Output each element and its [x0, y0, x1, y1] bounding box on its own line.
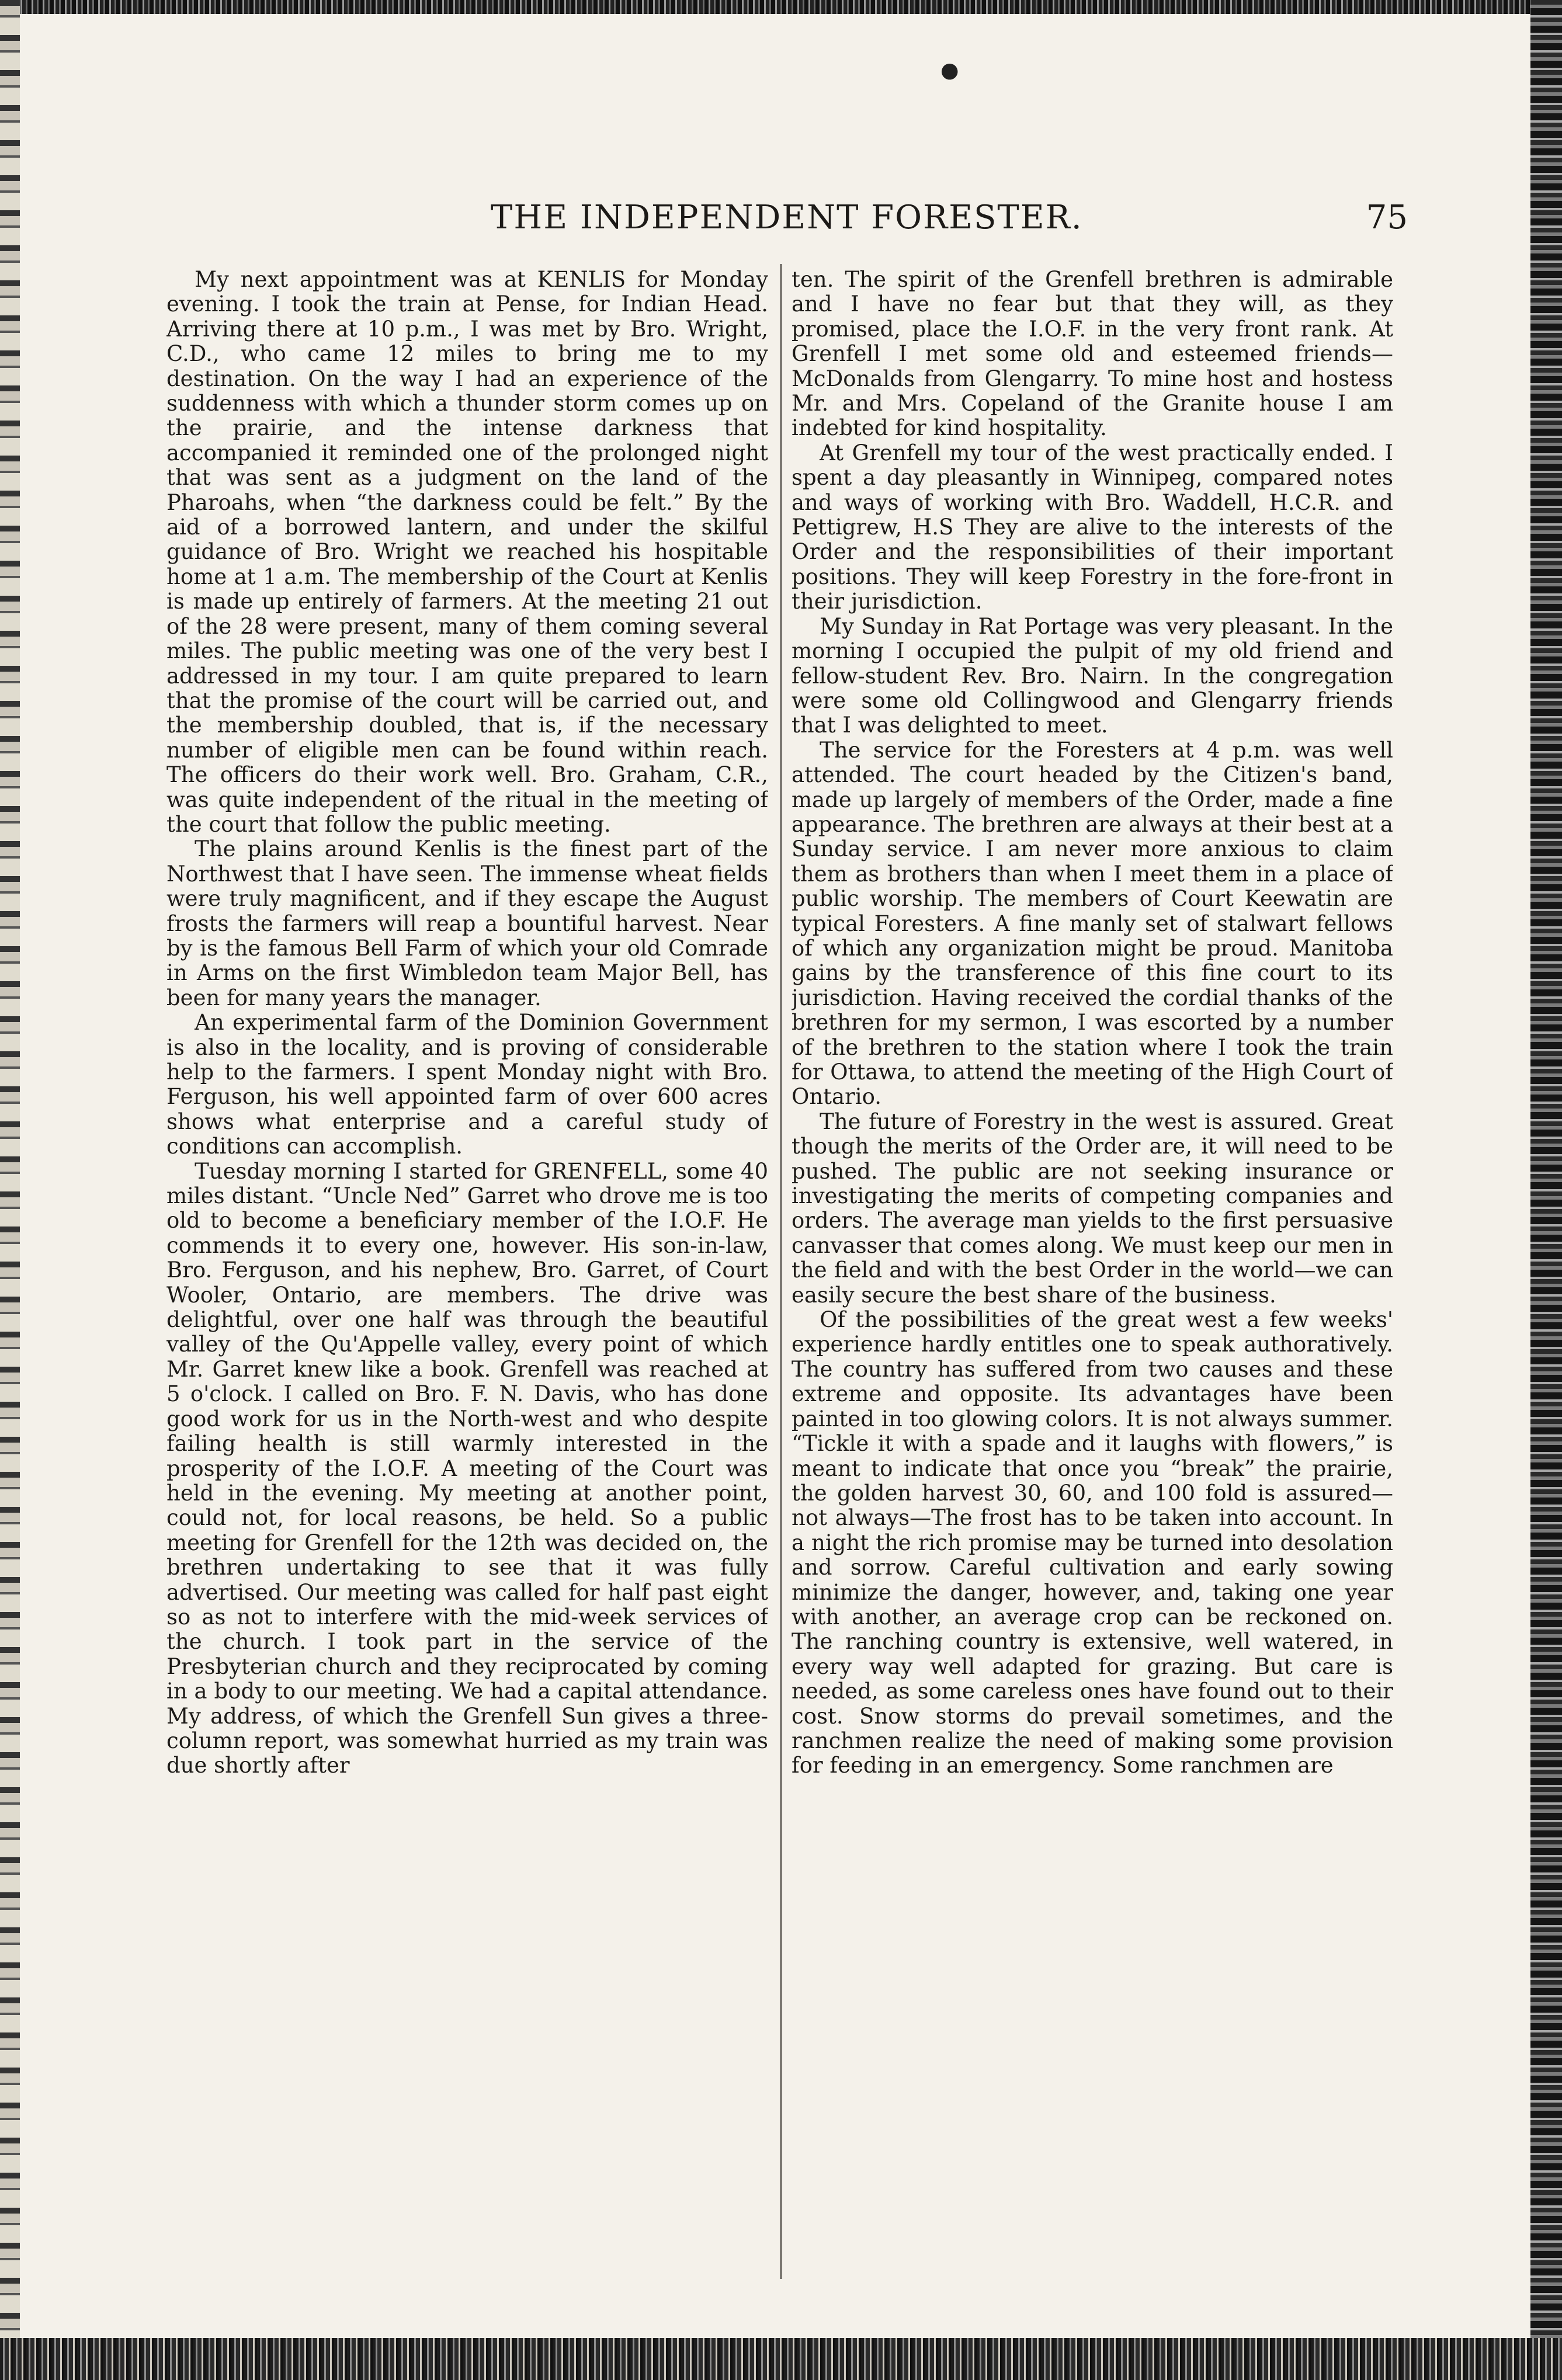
paragraph: The plains around Kenlis is the finest part of the Northwest that I have seen. The immense wheat fields were truly magnificent, and if they escape the August frosts the farmers will reap a bountiful harvest. Near by is the famous Bell Farm of which your old Comrade in Arms on the first Wimbledon team Major Bell, has been for many years the manager.: [166, 836, 768, 1010]
paragraph: Of the possibilities of the great west a few weeks' experience hardly entitles one to speak authoratively. The country has suffered from two causes and these extreme and opposite. Its advantages have been painted in too glowing colors. It is not always summer. “Tickle it with a spade and it laughs with flowers,” is meant to indicate that once you “break” the prairie, the golden harvest 30, 60, and 100 fold is assured—not always—The frost has to be taken into account. In a night the rich promise may be turned into desolation and sorrow. Careful cultivation and early sowing minimize the danger, however, and, taking one year with another, an average crop can be reckoned on. The ranching country is extensive, well watered, in every way well adapted for grazing. But care is needed, as some careless ones have found out to their cost. Snow storms do prevail sometimes, and the ranchmen realize the need of making some provision for feeding in an emergency. Some ranchmen are: [792, 1307, 1393, 1778]
scan-bottom-edge: [0, 2338, 1562, 2380]
paragraph: My Sunday in Rat Portage was very pleasant. In the morning I occupied the pulpit of my old friend and fellow-student Rev. Bro. Nairn. In the congregation were some old Collingwood and Glengarry friends that I was delighted to meet.: [792, 613, 1393, 738]
ink-speck: ●: [940, 58, 959, 82]
page-number: 75: [1366, 199, 1408, 237]
paragraph: At Grenfell my tour of the west practically ended. I spent a day pleasantly in Winnipeg, compared notes and ways of working with Bro. Waddell, H.C.R. and Pettigrew, H.S They are alive to the interests of the Order and the responsibilities of their important positions. They will keep Forestry in the fore-front in their jurisdiction.: [792, 440, 1393, 614]
paragraph: My next appointment was at KENLIS for Monday evening. I took the train at Pense, for Indian Head. Arriving there at 10 p.m., I was met by Bro. Wright, C.D., who came 12 miles to bring me to my destination. On the way I had an experience of the suddenness with which a thunder storm comes up on the prairie, and the intense darkness that accompanied it reminded one of the prolonged night that was sent as a judgment on the land of the Pharoahs, when “the darkness could be felt.” By the aid of a borrowed lantern, and under the skilful guidance of Bro. Wright we reached his hospitable home at 1 a.m. The membership of the Court at Kenlis is made up entirely of farmers. At the meeting 21 out of the 28 were present, many of them coming several miles. The public meeting was one of the very best I addressed in my tour. I am quite prepared to learn that the promise of the court will be carried out, and the membership doubled, that is, if the necessary number of eligible men can be found within reach. The officers do their work well. Bro. Graham, C.R., was quite independent of the ritual in the meeting of the court that follow the public meeting.: [166, 267, 768, 837]
scan-top-edge: [0, 0, 1562, 14]
paragraph: An experimental farm of the Dominion Government is also in the locality, and is proving of considerable help to the farmers. I spent Monday night with Bro. Ferguson, his well appointed farm of over 600 acres shows what enterprise and a careful study of conditions can accomplish.: [166, 1010, 768, 1159]
running-title: THE INDEPENDENT FORESTER.: [491, 199, 1083, 237]
column-rule: [780, 264, 782, 2279]
right-column: [792, 267, 1393, 2277]
page-header: [164, 199, 1408, 245]
paragraph: The future of Forestry in the west is assured. Great though the merits of the Order are, it will need to be pushed. The public are not seeking insurance or investigating the merits of competing companies and orders. The average man yields to the first persuasive canvasser that comes along. We must keep our men in the field and with the best Order in the world—we can easily secure the best share of the business.: [792, 1109, 1393, 1308]
paragraph: Tuesday morning I started for GRENFELL, some 40 miles distant. “Uncle Ned” Garret who drove me is too old to become a beneficiary member of the I.O.F. He commends it to every one, however. His son-in-law, Bro. Ferguson, and his nephew, Bro. Garret, of Court Wooler, Ontario, are members. The drive was delightful, over one half was through the beautiful valley of the Qu'Appelle valley, every point of which Mr. Garret knew like a book. Grenfell was reached at 5 o'clock. I called on Bro. F. N. Davis, who has done good work for us in the North-west and who despite failing health is still warmly interested in the prosperity of the I.O.F. A meeting of the Court was held in the evening. My meeting at another point, could not, for local reasons, be held. So a public meeting for Grenfell for the 12th was decided on, the brethren undertaking to see that it was fully advertised. Our meeting was called for half past eight so as not to interfere with the mid-week services of the church. I took part in the service of the Presbyterian church and they reciprocated by coming in a body to our meeting. We had a capital attendance. My address, of which the Grenfell Sun gives a three-column report, was somewhat hurried as my train was due shortly after: [166, 1158, 768, 1778]
scan-left-edge: [0, 0, 20, 2380]
scan-right-edge: [1530, 0, 1562, 2380]
paragraph: ten. The spirit of the Grenfell brethren is admirable and I have no fear but that they will, as they promised, place the I.O.F. in the very front rank. At Grenfell I met some old and esteemed friends—McDonalds from Glengarry. To mine host and hostess Mr. and Mrs. Copeland of the Granite house I am indebted for kind hospitality.: [792, 267, 1393, 441]
paragraph: The service for the Foresters at 4 p.m. was well attended. The court headed by the Citizen's band, made up largely of members of the Order, made a fine appearance. The brethren are always at their best at a Sunday service. I am never more anxious to claim them as brothers than when I meet them in a place of public worship. The members of Court Keewatin are typical Foresters. A fine manly set of stalwart fellows of which any organization might be proud. Manitoba gains by the transference of this fine court to its jurisdiction. Having received the cordial thanks of the brethren for my sermon, I was escorted by a number of the brethren to the station where I took the train for Ottawa, to attend the meeting of the High Court of Ontario.: [792, 737, 1393, 1110]
left-column: [166, 267, 768, 2277]
